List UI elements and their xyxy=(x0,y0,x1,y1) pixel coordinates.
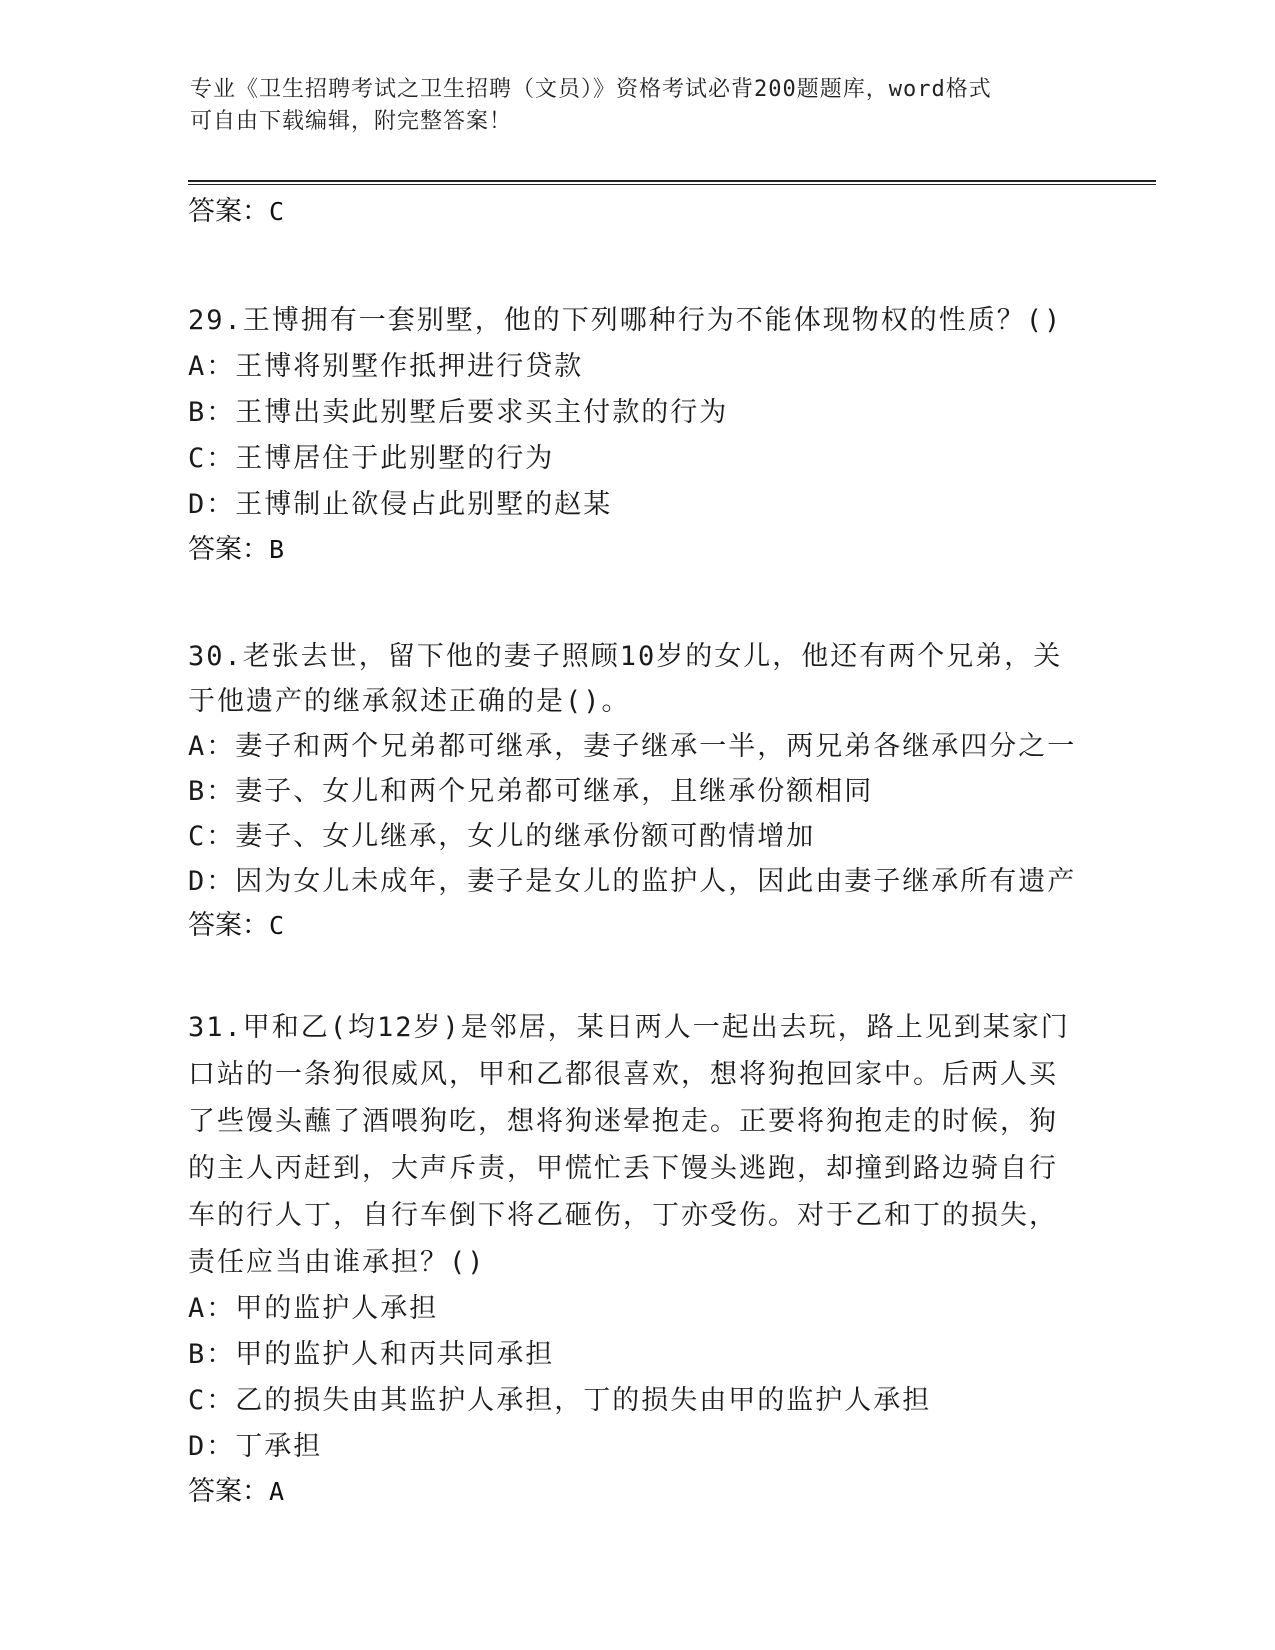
question-text: 31.甲和乙(均12岁)是邻居，某日两人一起出去玩，路上见到某家门 xyxy=(188,1012,1070,1043)
header-title-line-2: 可自由下载编辑，附完整答案！ xyxy=(190,109,513,134)
question-29 xyxy=(188,298,1088,572)
question-text: 的主人丙赶到，大声斥责，甲慌忙丢下馒头逃跑，却撞到路边骑自行 xyxy=(188,1153,1058,1184)
answer-value: C xyxy=(269,197,285,226)
option-d: D：因为女儿未成年，妻子是女儿的监护人，因此由妻子继承所有遗产 xyxy=(188,866,1077,897)
option-c: C：乙的损失由其监护人承担，丁的损失由甲的监护人承担 xyxy=(188,1385,932,1416)
option-a: A：王博将别墅作抵押进行贷款 xyxy=(188,351,584,382)
question-text: 于他遗产的继承叙述正确的是()。 xyxy=(188,686,631,717)
answer-label: 答案： xyxy=(188,1476,269,1507)
option-b: B：王博出卖此别墅后要求买主付款的行为 xyxy=(188,397,729,428)
answer-value: B xyxy=(269,535,285,564)
header-divider-thick xyxy=(188,180,1156,182)
option-d: D：王博制止欲侵占此别墅的赵某 xyxy=(188,489,613,520)
option-a: A：甲的监护人承担 xyxy=(188,1293,439,1324)
option-b: B：甲的监护人和丙共同承担 xyxy=(188,1339,555,1370)
answer-label: 答案： xyxy=(188,534,269,565)
document-header xyxy=(190,74,1090,138)
option-a: A：妻子和两个兄弟都可继承，妻子继承一半，两兄弟各继承四分之一 xyxy=(188,731,1077,762)
question-text: 车的行人丁，自行车倒下将乙砸伤，丁亦受伤。对于乙和丁的损失， xyxy=(188,1200,1058,1231)
question-answer xyxy=(188,1470,1088,1514)
answer-label: 答案： xyxy=(188,196,269,227)
question-text: 责任应当由谁承担？() xyxy=(188,1247,486,1278)
question-text: 30.老张去世，留下他的妻子照顾10岁的女儿，他还有两个兄弟，关 xyxy=(188,641,1063,672)
answer-value: C xyxy=(269,911,285,940)
question-31 xyxy=(188,1004,1088,1514)
answer-value: A xyxy=(269,1477,285,1506)
question-30 xyxy=(188,634,1088,948)
question-text: 29.王博拥有一套别墅，他的下列哪种行为不能体现物权的性质？() xyxy=(188,305,1063,336)
option-c: C：妻子、女儿继承，女儿的继承份额可酌情增加 xyxy=(188,821,816,852)
question-answer xyxy=(188,904,1088,948)
answer-label: 答案： xyxy=(188,910,269,941)
option-c: C：王博居住于此别墅的行为 xyxy=(188,443,555,474)
option-d: D：丁承担 xyxy=(188,1431,323,1462)
option-b: B：妻子、女儿和两个兄弟都可继承，且继承份额相同 xyxy=(188,776,874,807)
header-divider-thin xyxy=(188,184,1156,185)
question-text: 口站的一条狗很威风，甲和乙都很喜欢，想将狗抱回家中。后两人买 xyxy=(188,1059,1058,1090)
question-text: 了些馒头蘸了酒喂狗吃，想将狗迷晕抱走。正要将狗抱走的时候，狗 xyxy=(188,1106,1058,1137)
previous-answer xyxy=(188,190,1088,234)
question-answer xyxy=(188,528,1088,572)
question-content xyxy=(188,190,1088,1514)
header-title-line-1: 专业《卫生招聘考试之卫生招聘（文员）》资格考试必背200题题库，word格式 xyxy=(190,77,992,102)
